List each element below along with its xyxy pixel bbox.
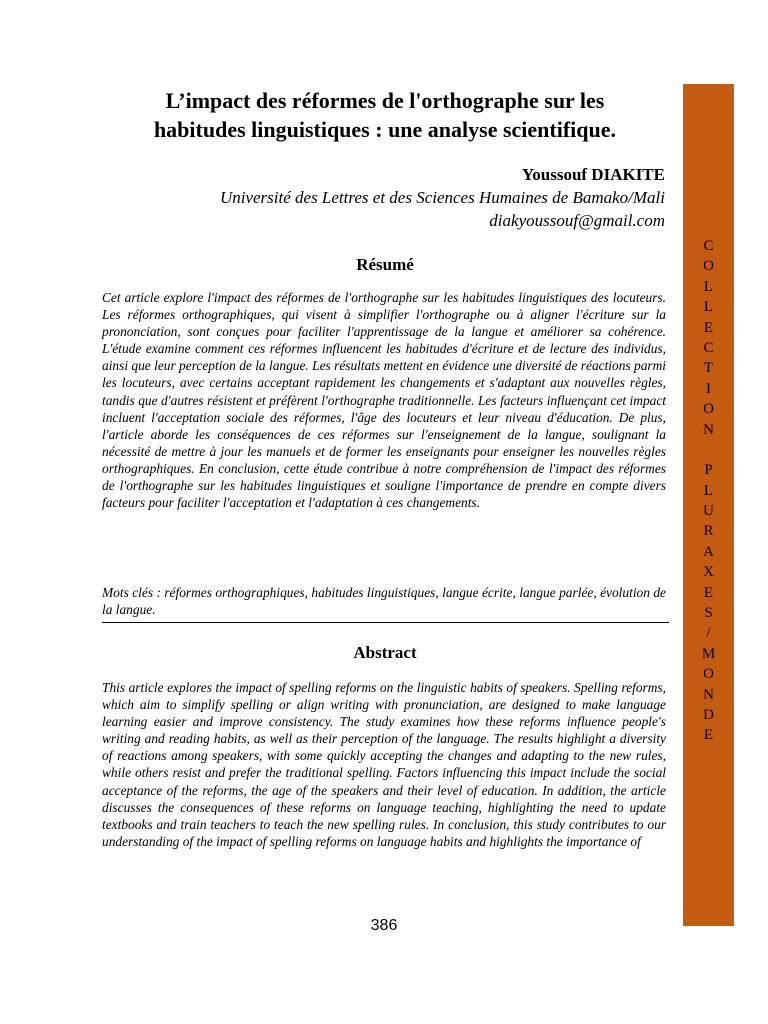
resume-paragraph: Cet article explore l'impact des réformes de l'orthographe sur les habitudes linguistiques des locuteurs. Les réformes orthographiques, qui visent à simplifier l'orthographe ou à aligner l'écriture sur la prononciation, sont conçues pour faciliter l'apprentissage de la langue et améliorer sa cohérence. L'étude examine comment ces réformes influencent les habitudes d'écriture et de lecture des individus, ainsi que leur perception de la langue. Les résultats mettent en évidence une diversité de réactions parmi les locuteurs, avec certains acceptant rapidement les changements et s'adaptant aux nouvelles règles, tandis que d'autres résistent et préfèrent l'orthographe traditionnelle. Les facteurs influençant cet impact incluent l'acceptation sociale des réformes, l'âge des locuteurs et leur niveau d'éducation. De plus, l'article aborde les conséquences de ces réformes sur l'enseignement de la langue, soulignant la nécessité de mettre à jour les manuels et de former les enseignants pour enseigner les nouvelles règles orthographiques. En conclusion, cette étude contribue à notre compréhension de l'impact des réformes de l'orthographe sur les habitudes linguistiques et souligne l'importance de prendre en compte divers facteurs pour faciliter l'acceptation et l'adaptation à ces changements. — [102, 290, 666, 511]
side-letter: M — [701, 645, 716, 662]
side-letter: U — [703, 503, 714, 520]
side-letter: R — [703, 523, 714, 540]
title-line-2: habitudes linguistiques : une analyse scientifique. — [153, 117, 617, 142]
side-letter: X — [703, 564, 714, 581]
side-letter: L — [703, 299, 714, 316]
author-affiliation: Université des Lettres et des Sciences Humaines de Bamako/Mali — [219, 188, 665, 207]
author-name: Youssouf DIAKITE — [521, 165, 665, 184]
paper-title — [100, 86, 670, 144]
collection-vertical-label — [683, 236, 734, 746]
side-letter: A — [703, 543, 714, 560]
section-divider — [102, 622, 669, 623]
side-letter: N — [703, 686, 714, 703]
resume-heading: Résumé — [356, 255, 414, 274]
side-letter: / — [706, 625, 711, 642]
side-letter: P — [704, 462, 713, 479]
side-letter: C — [703, 238, 714, 254]
page-number: 386 — [370, 917, 398, 934]
side-letter: N — [703, 421, 714, 438]
side-letter: I — [706, 380, 711, 397]
abstract-heading: Abstract — [353, 643, 417, 662]
side-letter: E — [703, 727, 714, 744]
side-letter: C — [703, 339, 714, 356]
author-email: diakyoussouf@gmail.com — [489, 211, 665, 230]
side-letter: D — [703, 706, 714, 723]
title-line-1: L’impact des réformes de l'orthographe sur les — [165, 88, 605, 113]
keywords-paragraph: Mots clés : réformes orthographiques, habitudes linguistiques, langue écrite, langue parlée, évolution de la langue. — [102, 585, 666, 618]
side-letter: L — [703, 278, 714, 295]
side-letter: E — [703, 584, 714, 601]
side-letter: L — [703, 482, 714, 499]
side-letter: S — [704, 605, 713, 622]
side-letter: O — [703, 666, 714, 683]
side-letter: O — [703, 401, 714, 418]
side-letter: T — [703, 360, 714, 377]
side-letter — [707, 440, 711, 460]
side-letter: O — [703, 258, 714, 275]
side-letter: E — [703, 319, 714, 336]
author-block — [220, 163, 665, 232]
abstract-paragraph: This article explores the impact of spelling reforms on the linguistic habits of speakers. Spelling reforms, which aim to simplify spelling or align writing with pronunciation, are designed to make language learning easier and improve consistency. The study examines how these reforms influence people's writing and reading habits, as well as their perception of the language. The results highlight a diversity of reactions among speakers, with some quickly accepting the changes and adapting to the new rules, while others resist and prefer the traditional spelling. Factors influencing this impact include the social acceptance of the reforms, the age of the speakers and their level of education. In addition, the article discusses the consequences of these reforms on language teaching, highlighting the need to update textbooks and train teachers to teach the new spelling rules. In conclusion, this study contributes to our understanding of the impact of spelling reforms on language habits and highlights the importance of — [102, 680, 666, 849]
